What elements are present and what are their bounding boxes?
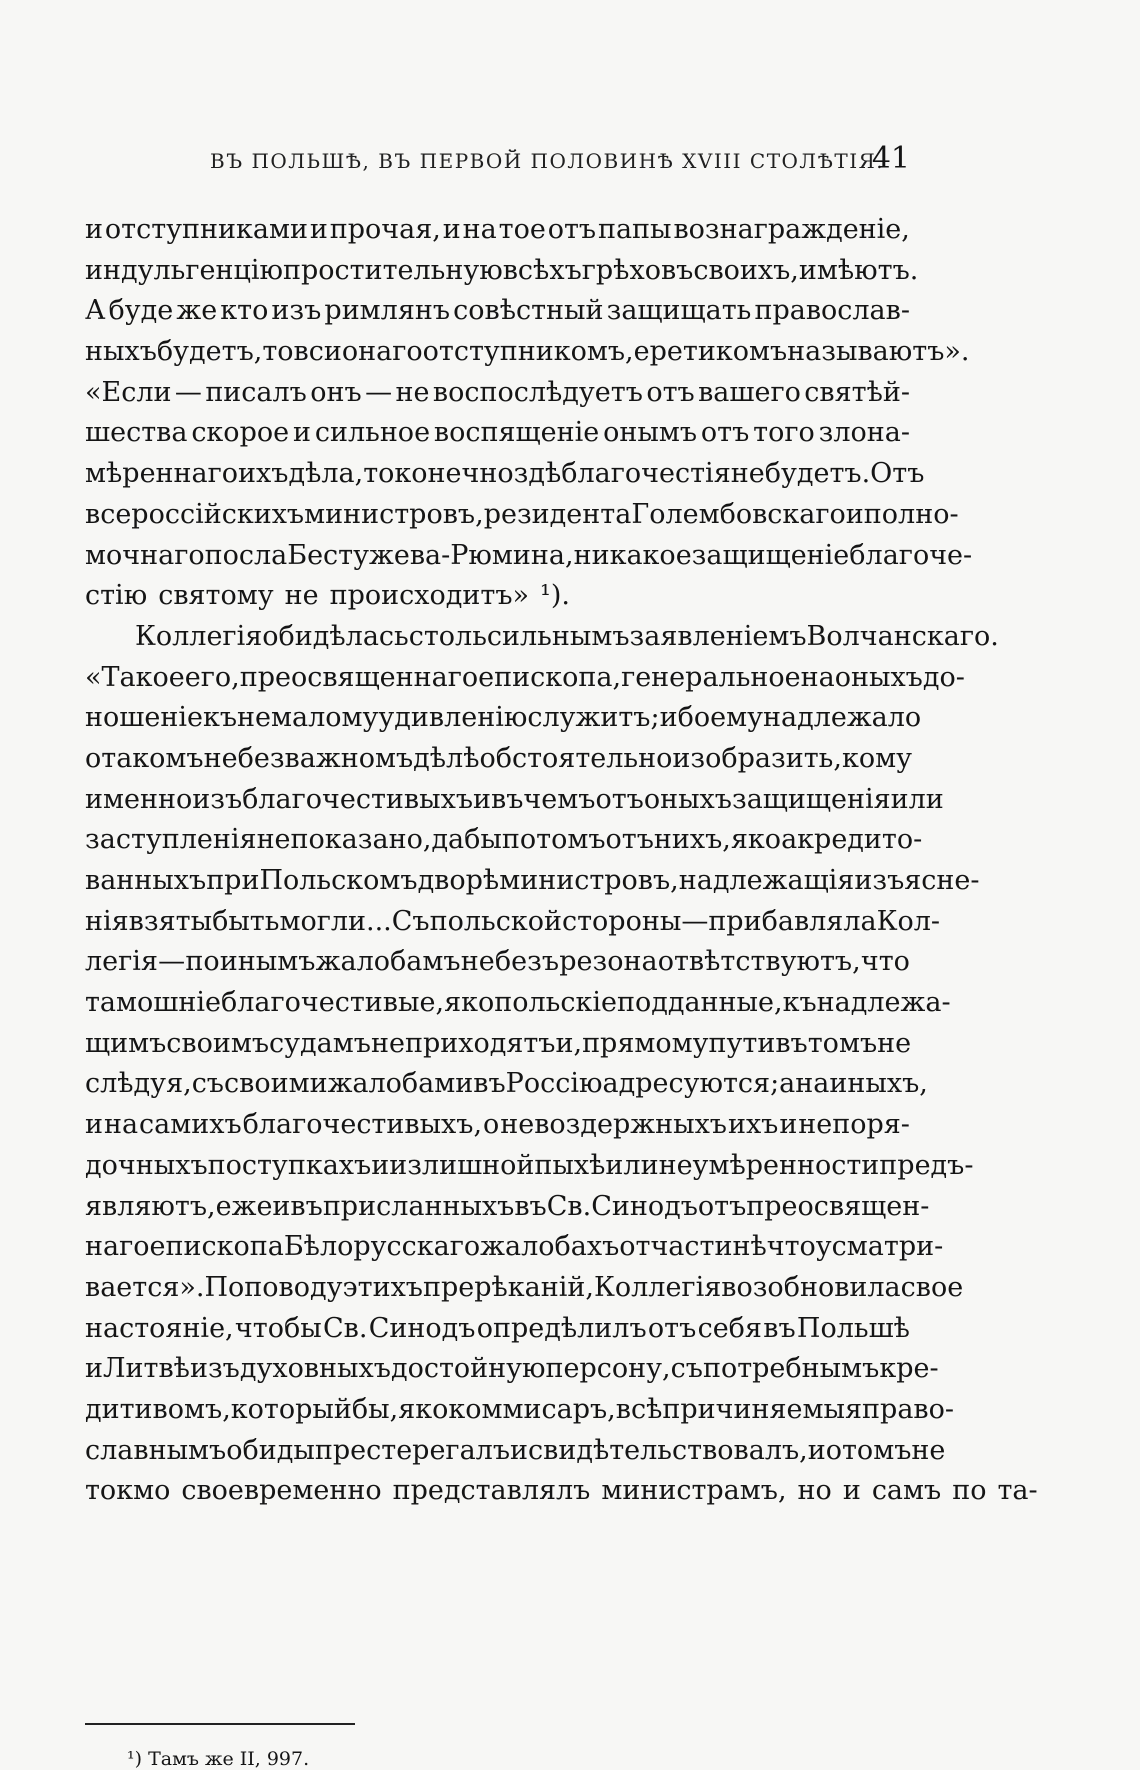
text-line: заступленія не показано, дабы потомъ отъ нихъ, яко акредито- — [85, 824, 923, 856]
text-line: «Если — писалъ онъ — не воспослѣдуетъ отъ вашего святѣй- — [85, 376, 910, 408]
running-title: ВЪ ПОЛЬШѢ, ВЪ ПЕРВОЙ ПОЛОВИНѢ XVIII СТОЛѢТІЯ. — [210, 149, 885, 173]
text-line: А буде же кто изъ римлянъ совѣстный защищать православ- — [85, 295, 910, 327]
text-line: именно изъ благочестивыхъ и въ чемъ отъ оныхъ защищенія или — [85, 783, 944, 815]
text-line: дочныхъ поступкахъ и излишной пыхѣ или неумѣренности предъ- — [85, 1149, 974, 1181]
text-line: и на самихъ благочестивыхъ, о невоздержныхъ ихъ и непоря- — [85, 1109, 910, 1141]
page-header — [210, 141, 910, 185]
text-line: индульгенцію простительную всѣхъ грѣховъ своихъ, имѣютъ. — [85, 254, 919, 286]
body-text — [85, 210, 1038, 1512]
text-line: «Такое его, преосвященнаго епископа, генеральное на оныхъ до- — [85, 661, 965, 693]
text-line: наго епископа Бѣлорусскаго жалобахъ отчасти нѣчто усматри- — [85, 1231, 944, 1263]
text-line: тамошніе благочестивые, яко польскіе подданные, къ надлежа- — [85, 987, 951, 1019]
text-line: дитивомъ, который бы, яко коммисаръ, всѣ причиняемыя право- — [85, 1393, 955, 1425]
text-line: настояніе, чтобы Св. Синодъ опредѣлилъ отъ себя въ Польшѣ — [85, 1312, 910, 1344]
text-line: слѣдуя, съ своими жалобами въ Россію адресуются; а на иныхъ, — [85, 1068, 928, 1100]
text-line: мочнаго посла Бестужева-Рюмина, никакое защищеніе благоче- — [85, 539, 973, 571]
text-line: о такомъ небезважномъ дѣлѣ обстоятельно изобразить, кому — [85, 742, 912, 774]
text-line: легія — по инымъ жалобамъ не безъ резона отвѣтствуютъ, что — [85, 946, 910, 978]
text-line: шества скорое и сильное воспященіе онымъ отъ того злона- — [85, 417, 910, 449]
text-line: ношеніе къ немалому удивленію служитъ; ибо ему надлежало — [85, 702, 922, 734]
text-line: ванныхъ при Польскомъ дворѣ министровъ, надлежащія изъясне- — [85, 865, 980, 896]
text-line: нія взяты быть могли... Съ польской стороны — прибавляла Кол- — [85, 905, 941, 937]
footnote: ¹) Тамъ же II, 997. — [127, 1748, 310, 1770]
text-line: всероссійскихъ министровъ, резидента Голембовскаго и полно- — [85, 498, 959, 530]
text-line: щимъ своимъ судамъ не приходятъ и, прямому пути въ томъ не — [85, 1027, 912, 1059]
page-number: 41 — [871, 141, 910, 176]
footnote-separator — [85, 1723, 355, 1725]
text-line: вается». По поводу этихъ прерѣканій, Коллегія возобновила свое — [85, 1271, 964, 1303]
text-line: славнымъ обиды престерегалъ и свидѣтельствовалъ, и о томъ не — [85, 1434, 946, 1466]
text-line: и Литвѣ изъ духовныхъ достойную персону, съ потребнымъ кре- — [85, 1353, 939, 1385]
text-line: ныхъ будетъ, то вси онаго отступникомъ, еретикомъ называютъ». — [85, 336, 970, 368]
text-line: являютъ, еже и въ присланныхъ въ Св. Синодъ отъ преосвящен- — [85, 1190, 930, 1222]
text-line: Коллегія обидѣлась столь сильнымъ заявленіемъ Волчанскаго. — [135, 620, 999, 652]
text-line: токмо своевременно представлялъ министрамъ, но и самъ по та- — [85, 1475, 1038, 1507]
text-line: стію святому не происходитъ» ¹). — [85, 580, 570, 612]
text-line: и отступниками и прочая, и на тое отъ папы вознагражденіе, — [85, 214, 910, 245]
text-line: мѣреннаго ихъ дѣла, то конечно здѣ благочестія не будетъ. Отъ — [85, 458, 925, 490]
